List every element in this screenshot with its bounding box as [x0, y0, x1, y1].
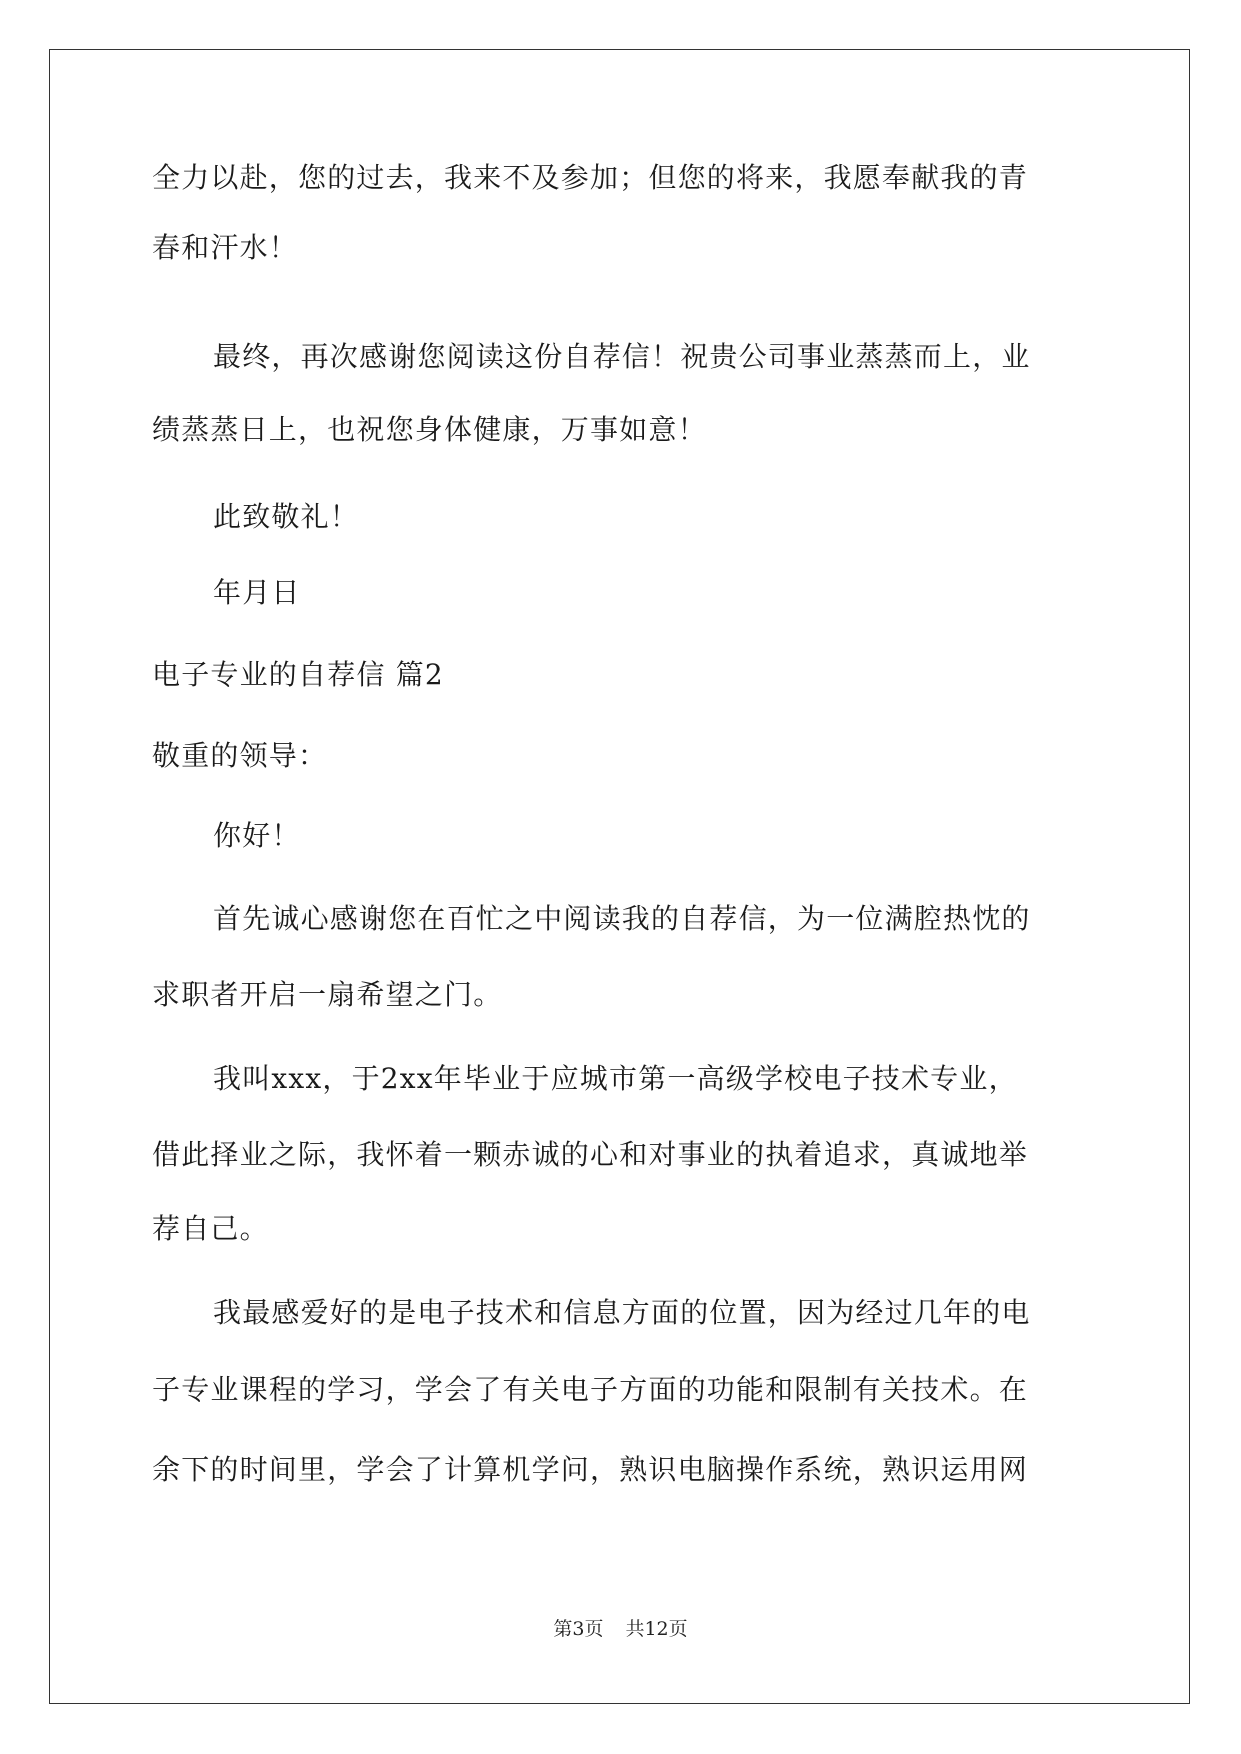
closing-salutation: 此致敬礼！ — [213, 500, 360, 533]
body-line-1: 全力以赴，您的过去，我来不及参加；但您的将来，我愿奉献我的青 — [152, 161, 1029, 194]
body-line-9: 荐自己。 — [152, 1212, 269, 1245]
date-line: 年月日 — [213, 576, 301, 609]
body-line-4: 绩蒸蒸日上，也祝您身体健康，万事如意！ — [152, 413, 707, 446]
hello-line: 你好！ — [213, 819, 301, 852]
body-line-8: 借此择业之际，我怀着一颗赤诚的心和对事业的执着追求，真诚地举 — [152, 1138, 1029, 1171]
body-line-5: 首先诚心感谢您在百忙之中阅读我的自荐信，为一位满腔热忱的 — [213, 902, 1031, 935]
body-line-6: 求职者开启一扇希望之门。 — [152, 978, 503, 1011]
body-line-12: 余下的时间里，学会了计算机学问，熟识电脑操作系统，熟识运用网 — [152, 1453, 1029, 1486]
body-line-10: 我最感爱好的是电子技术和信息方面的位置，因为经过几年的电 — [213, 1296, 1031, 1329]
body-line-11: 子专业课程的学习，学会了有关电子方面的功能和限制有关技术。在 — [152, 1373, 1029, 1406]
body-line-2: 春和汗水！ — [152, 231, 299, 264]
section-heading: 电子专业的自荐信 篇2 — [152, 658, 444, 691]
current-page-number: 第3页 — [553, 1618, 604, 1640]
page-footer — [0, 1616, 1241, 1642]
recipient-greeting: 敬重的领导： — [152, 739, 328, 772]
total-pages: 共12页 — [625, 1618, 688, 1640]
body-line-7: 我叫xxx，于2xx年毕业于应城市第一高级学校电子技术专业， — [213, 1062, 1018, 1095]
body-line-3: 最终，再次感谢您阅读这份自荐信！祝贵公司事业蒸蒸而上，业 — [213, 340, 1031, 373]
